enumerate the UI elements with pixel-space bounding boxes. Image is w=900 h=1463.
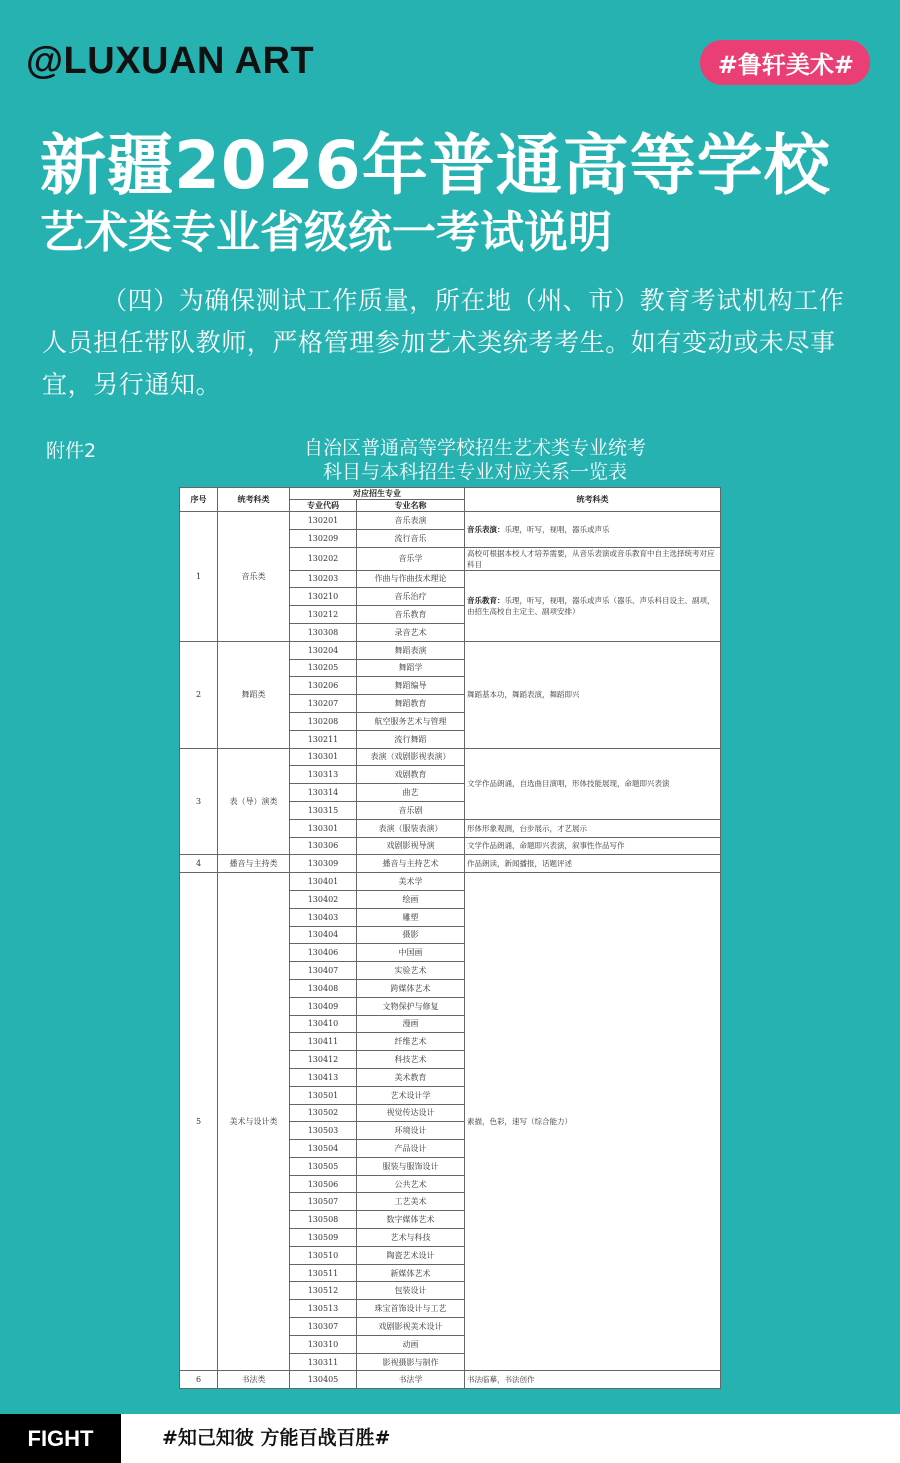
cell-major-code: 130204	[290, 641, 357, 659]
cell-major-code: 130501	[290, 1086, 357, 1104]
subjects-label: 音乐表演：	[467, 524, 505, 534]
cell-major-code: 130306	[290, 837, 357, 855]
cell-exam-subjects	[465, 547, 721, 570]
cell-major-code: 130210	[290, 588, 357, 606]
cell-category: 美术与设计类	[218, 873, 290, 1371]
cell-seq: 4	[180, 855, 218, 873]
cell-major-name: 音乐教育	[357, 606, 465, 624]
cell-major-name: 视觉传达设计	[357, 1104, 465, 1122]
cell-major-name: 戏剧影视导演	[357, 837, 465, 855]
table-row	[180, 873, 721, 891]
cell-major-name: 舞蹈编导	[357, 677, 465, 695]
cell-major-code: 130202	[290, 547, 357, 570]
cell-major-name: 书法学	[357, 1371, 465, 1389]
header-major-group: 对应招生专业	[290, 488, 465, 500]
cell-major-code: 130411	[290, 1033, 357, 1051]
cell-major-code: 130314	[290, 784, 357, 802]
cell-major-name: 戏剧教育	[357, 766, 465, 784]
cell-major-code: 130308	[290, 623, 357, 641]
cell-seq: 3	[180, 748, 218, 855]
document-table-sheet	[179, 487, 720, 1389]
subjects-text: 乐理，听写，视唱，器乐或声乐（器乐、声乐科目设主、副项，由招生高校自主定主、副项安排）	[467, 595, 715, 616]
cell-major-code: 130209	[290, 529, 357, 547]
cell-exam-subjects	[465, 819, 721, 837]
table-row	[180, 855, 721, 873]
subjects-text: 文学作品朗诵，自选曲目演唱，形体技能展现，命题即兴表演	[467, 779, 670, 789]
header-category: 统考科类	[218, 488, 290, 512]
footer-bar	[0, 1414, 900, 1463]
cell-exam-subjects	[465, 641, 721, 748]
cell-major-code: 130201	[290, 512, 357, 530]
cell-major-name: 音乐学	[357, 547, 465, 570]
subjects-text: 书法临摹，书法创作	[467, 1375, 535, 1385]
cell-major-name: 中国画	[357, 944, 465, 962]
table-title-line-1: 自治区普通高等学校招生艺术类专业统考	[303, 437, 646, 459]
intro-paragraph: （四）为确保测试工作质量，所在地（州、市）教育考试机构工作人员担任带队教师，严格管理参加艺术类统考考生。如有变动或未尽事宜，另行通知。	[42, 286, 845, 399]
cell-seq: 2	[180, 641, 218, 748]
cell-exam-subjects	[465, 570, 721, 641]
header-subjects: 统考科类	[465, 488, 721, 512]
cell-major-code: 130313	[290, 766, 357, 784]
cell-seq: 6	[180, 1371, 218, 1389]
subjects-text: 形体形象观测，台步展示，才艺展示	[467, 823, 587, 833]
table-body	[180, 512, 721, 1389]
cell-major-name: 美术教育	[357, 1068, 465, 1086]
cell-major-name: 舞蹈教育	[357, 695, 465, 713]
table-title	[240, 436, 710, 484]
cell-major-name: 工艺美术	[357, 1193, 465, 1211]
cell-major-code: 130403	[290, 908, 357, 926]
cell-major-code: 130511	[290, 1264, 357, 1282]
cell-major-name: 音乐剧	[357, 801, 465, 819]
cell-major-name: 作曲与作曲技术理论	[357, 570, 465, 588]
cell-major-name: 文物保护与修复	[357, 997, 465, 1015]
cell-major-code: 130503	[290, 1122, 357, 1140]
cell-major-code: 130509	[290, 1229, 357, 1247]
cell-major-name: 艺术设计学	[357, 1086, 465, 1104]
cell-major-code: 130408	[290, 979, 357, 997]
cell-major-name: 摄影	[357, 926, 465, 944]
cell-major-code: 130203	[290, 570, 357, 588]
cell-category: 播音与主持类	[218, 855, 290, 873]
page-subtitle: 艺术类专业省级统一考试说明	[40, 207, 612, 258]
cell-major-name: 音乐治疗	[357, 588, 465, 606]
cell-major-code: 130513	[290, 1300, 357, 1318]
cell-major-name: 流行舞蹈	[357, 730, 465, 748]
cell-major-code: 130311	[290, 1353, 357, 1371]
cell-major-code: 130402	[290, 890, 357, 908]
cell-major-code: 130508	[290, 1211, 357, 1229]
header-name: 专业名称	[357, 500, 465, 512]
cell-seq: 5	[180, 873, 218, 1371]
cell-major-code: 130301	[290, 819, 357, 837]
table-title-line-2: 科目与本科招生专业对应关系一览表	[322, 461, 627, 483]
cell-major-name: 漫画	[357, 1015, 465, 1033]
cell-major-name: 环境设计	[357, 1122, 465, 1140]
footer-fight-label: FIGHT	[0, 1414, 121, 1463]
subjects-text: 作品朗读，新闻播报，话题评述	[467, 859, 572, 869]
annex-label: 附件2	[46, 440, 97, 462]
cell-seq: 1	[180, 512, 218, 642]
cell-major-name: 影视摄影与制作	[357, 1353, 465, 1371]
cell-major-name: 雕塑	[357, 908, 465, 926]
cell-major-name: 包装设计	[357, 1282, 465, 1300]
cell-major-name: 舞蹈学	[357, 659, 465, 677]
cell-major-code: 130504	[290, 1140, 357, 1158]
cell-major-name: 产品设计	[357, 1140, 465, 1158]
subjects-text: 素描，色彩，速写（综合能力）	[467, 1117, 572, 1127]
cell-major-name: 流行音乐	[357, 529, 465, 547]
cell-major-code: 130510	[290, 1246, 357, 1264]
cell-major-code: 130206	[290, 677, 357, 695]
cell-major-code: 130309	[290, 855, 357, 873]
cell-exam-subjects	[465, 837, 721, 855]
cell-major-code: 130205	[290, 659, 357, 677]
subjects-text: 高校可根据本校人才培养需要，从音乐表演或音乐教育中自主选择统考对应科目	[467, 548, 715, 569]
cell-major-name: 艺术与科技	[357, 1229, 465, 1247]
table-row	[180, 641, 721, 659]
cell-major-code: 130208	[290, 712, 357, 730]
cell-exam-subjects	[465, 748, 721, 819]
cell-exam-subjects	[465, 1371, 721, 1389]
cell-major-code: 130212	[290, 606, 357, 624]
cell-major-code: 130307	[290, 1318, 357, 1336]
cell-major-name: 航空服务艺术与管理	[357, 712, 465, 730]
cell-major-name: 美术学	[357, 873, 465, 891]
cell-major-name: 曲艺	[357, 784, 465, 802]
cell-category: 书法类	[218, 1371, 290, 1389]
cell-exam-subjects	[465, 512, 721, 548]
subjects-label: 音乐教育：	[467, 595, 505, 605]
cell-major-name: 实验艺术	[357, 962, 465, 980]
cell-major-name: 表演（服装表演）	[357, 819, 465, 837]
cell-major-name: 公共艺术	[357, 1175, 465, 1193]
brand-logo-text: @LUXUAN ART	[26, 40, 315, 82]
cell-major-name: 戏剧影视美术设计	[357, 1318, 465, 1336]
footer-slogan: #知己知彼 方能百战百胜#	[162, 1427, 391, 1449]
cell-major-name: 科技艺术	[357, 1051, 465, 1069]
cell-major-code: 130413	[290, 1068, 357, 1086]
cell-category: 舞蹈类	[218, 641, 290, 748]
subjects-text: 舞蹈基本功，舞蹈表演，舞蹈即兴	[467, 690, 580, 700]
cell-major-code: 130207	[290, 695, 357, 713]
cell-major-code: 130507	[290, 1193, 357, 1211]
table-row	[180, 512, 721, 530]
cell-category: 音乐类	[218, 512, 290, 642]
cell-major-code: 130412	[290, 1051, 357, 1069]
cell-major-code: 130404	[290, 926, 357, 944]
cell-major-code: 130512	[290, 1282, 357, 1300]
cell-major-code: 130407	[290, 962, 357, 980]
cell-major-name: 音乐表演	[357, 512, 465, 530]
header-seq: 序号	[180, 488, 218, 512]
cell-exam-subjects	[465, 873, 721, 1371]
cell-major-name: 动画	[357, 1335, 465, 1353]
subjects-text: 文学作品朗诵，命题即兴表演，叙事性作品写作	[467, 841, 625, 851]
cell-major-name: 跨媒体艺术	[357, 979, 465, 997]
cell-major-code: 130502	[290, 1104, 357, 1122]
cell-major-name: 纤维艺术	[357, 1033, 465, 1051]
cell-major-name: 陶瓷艺术设计	[357, 1246, 465, 1264]
cell-major-code: 130310	[290, 1335, 357, 1353]
cell-major-name: 珠宝首饰设计与工艺	[357, 1300, 465, 1318]
cell-major-name: 表演（戏剧影视表演）	[357, 748, 465, 766]
table-row	[180, 1371, 721, 1389]
cell-category: 表（导）演类	[218, 748, 290, 855]
page-title: 新疆2026年普通高等学校	[40, 127, 831, 204]
cell-major-name: 数字媒体艺术	[357, 1211, 465, 1229]
hashtag-badge: #鲁轩美术#	[700, 40, 870, 85]
subjects-text: 乐理，听写，视唱，器乐或声乐	[504, 524, 610, 534]
cell-major-name: 舞蹈表演	[357, 641, 465, 659]
cell-major-name: 绘画	[357, 890, 465, 908]
cell-major-code: 130405	[290, 1371, 357, 1389]
exam-major-table	[179, 487, 721, 1389]
cell-exam-subjects	[465, 855, 721, 873]
cell-major-code: 130315	[290, 801, 357, 819]
cell-major-code: 130506	[290, 1175, 357, 1193]
cell-major-name: 播音与主持艺术	[357, 855, 465, 873]
cell-major-code: 130401	[290, 873, 357, 891]
table-row	[180, 748, 721, 766]
cell-major-code: 130505	[290, 1157, 357, 1175]
cell-major-code: 130406	[290, 944, 357, 962]
cell-major-code: 130211	[290, 730, 357, 748]
cell-major-name: 服装与服饰设计	[357, 1157, 465, 1175]
cell-major-name: 录音艺术	[357, 623, 465, 641]
cell-major-code: 130301	[290, 748, 357, 766]
cell-major-code: 130409	[290, 997, 357, 1015]
header-code: 专业代码	[290, 500, 357, 512]
cell-major-code: 130410	[290, 1015, 357, 1033]
cell-major-name: 新媒体艺术	[357, 1264, 465, 1282]
